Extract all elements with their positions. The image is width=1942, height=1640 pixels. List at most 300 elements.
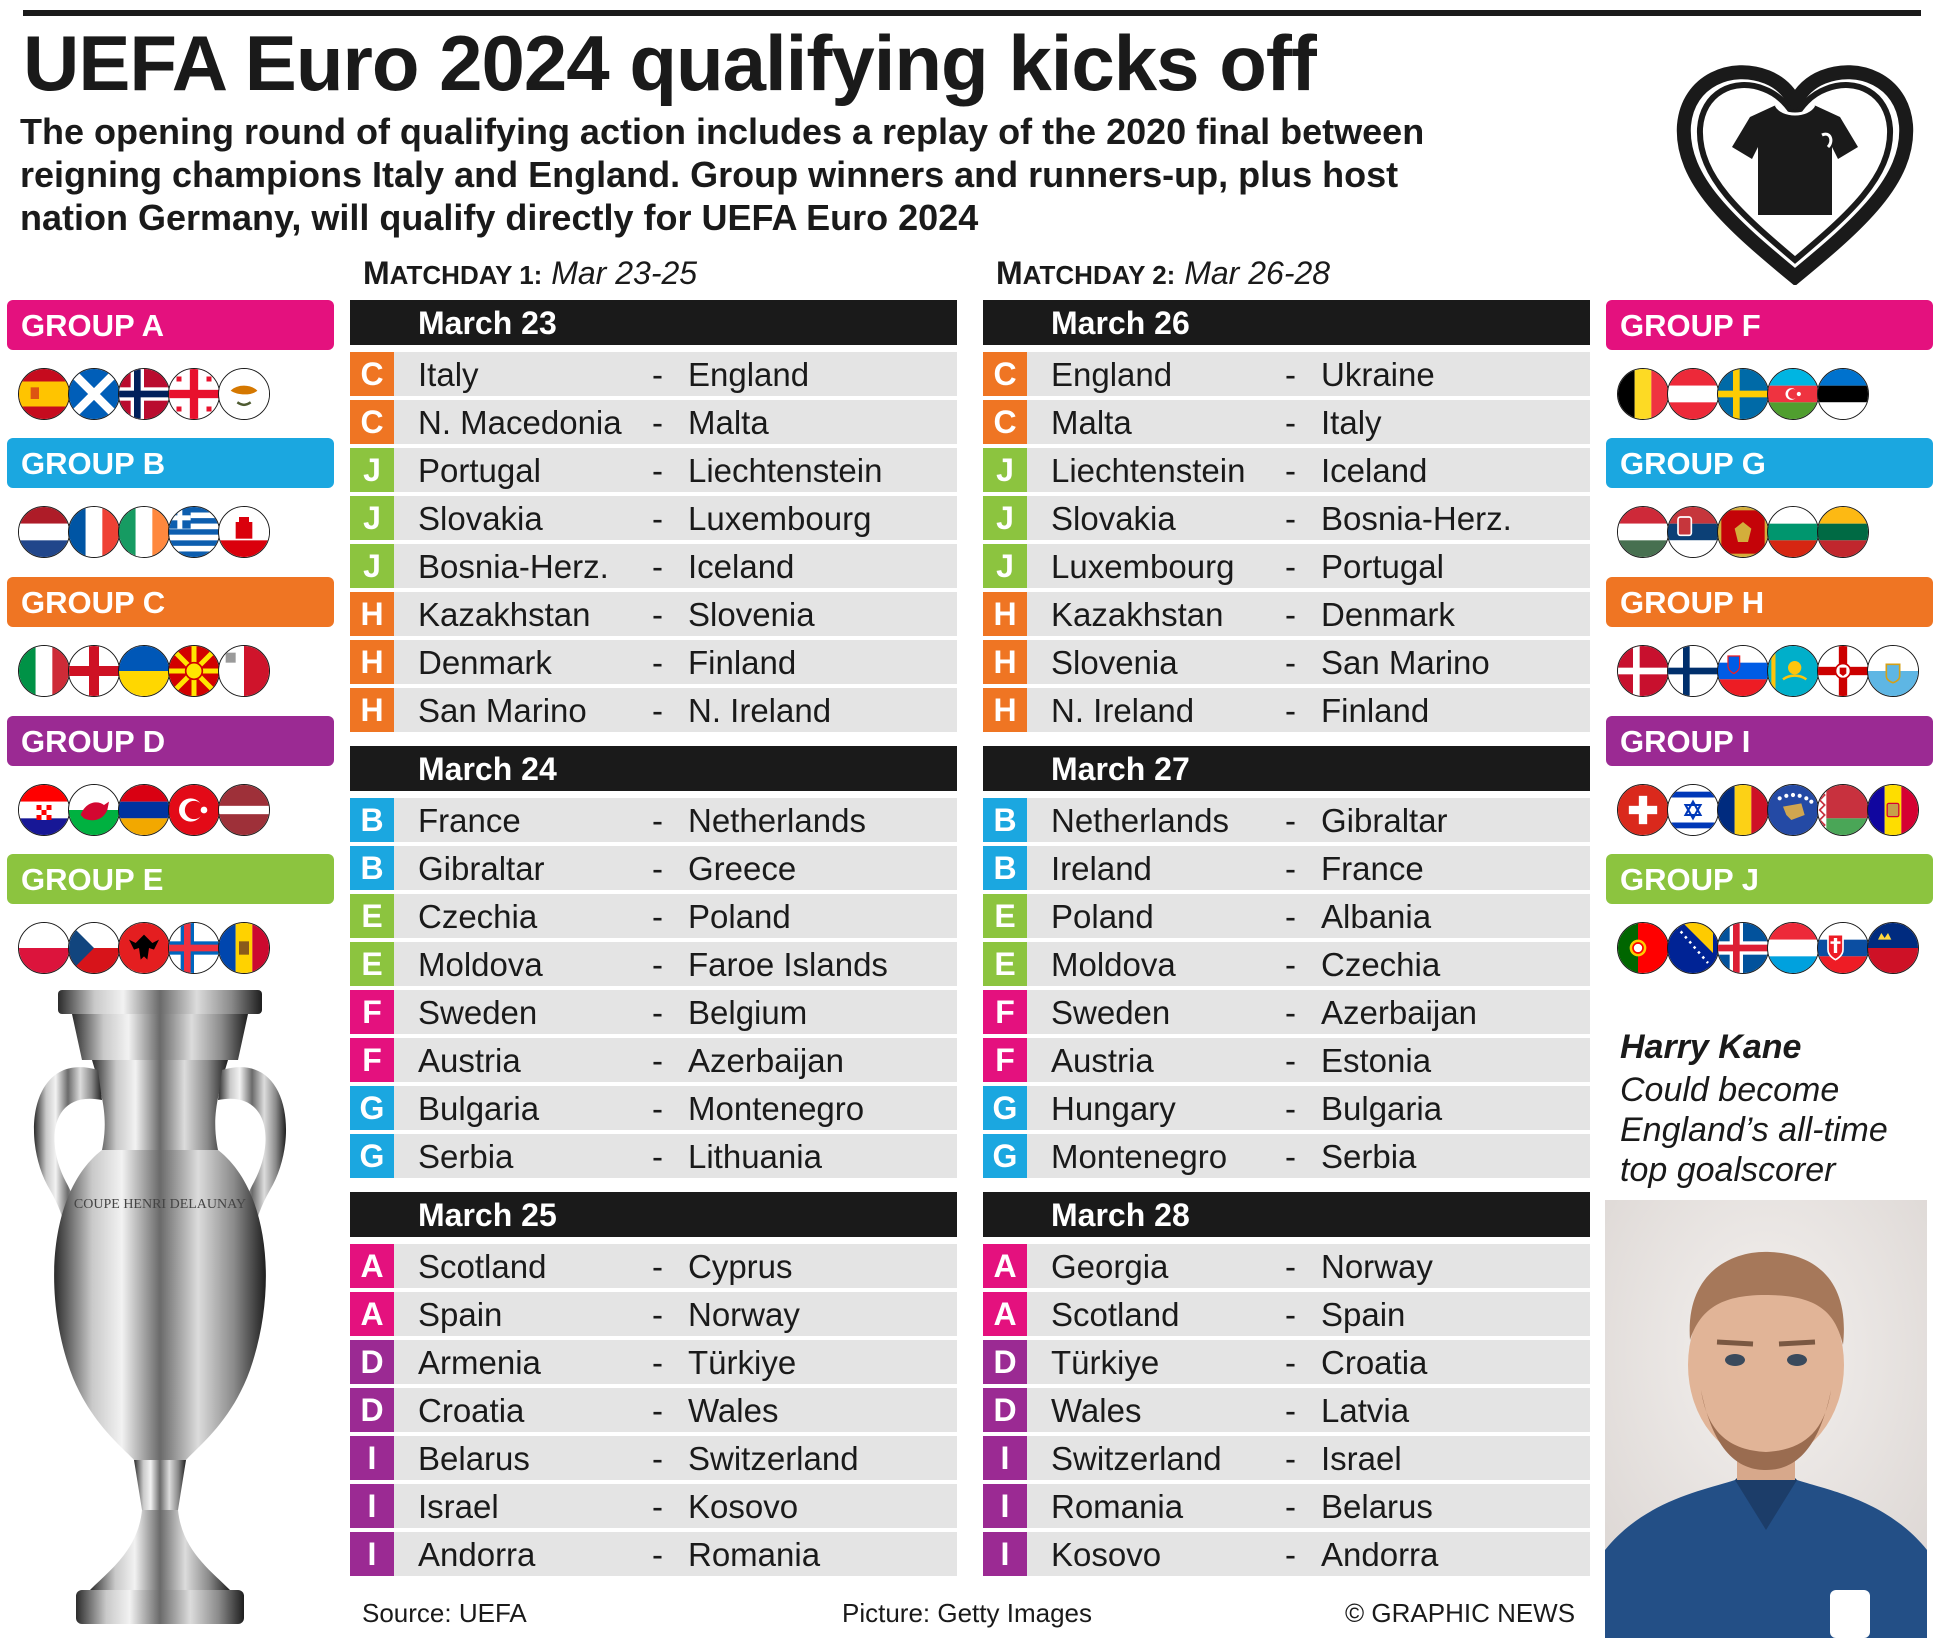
- home-team: Spain: [418, 1296, 503, 1333]
- fixture-row: [983, 990, 1590, 1034]
- estonia-flag-icon: [1817, 368, 1869, 420]
- home-team: Austria: [418, 1042, 521, 1079]
- belarus-flag-icon: [1817, 784, 1869, 836]
- group-label-c: GROUP C: [7, 577, 334, 627]
- group-letter-badge: C: [350, 352, 394, 396]
- group-letter-badge: H: [350, 640, 394, 684]
- away-team: Serbia: [1321, 1138, 1417, 1175]
- group-letter-badge: I: [350, 1484, 394, 1528]
- group-letter-badge: B: [350, 798, 394, 842]
- fixture-row: [983, 1436, 1590, 1480]
- away-team: Norway: [688, 1296, 800, 1333]
- away-team: Iceland: [1321, 452, 1428, 489]
- fixture-dash: -: [1285, 404, 1296, 441]
- fixture-row: [983, 1086, 1590, 1130]
- fixture-row: [983, 1292, 1590, 1336]
- home-team: Liechtenstein: [1051, 452, 1246, 489]
- slovakia-flag-icon: [1817, 922, 1869, 974]
- group-letter-badge: A: [983, 1292, 1027, 1336]
- group-letter-badge: C: [350, 400, 394, 444]
- away-team: San Marino: [1321, 644, 1490, 681]
- fixture-dash: -: [1285, 1392, 1296, 1429]
- fixture-row: [983, 688, 1590, 732]
- away-team: Croatia: [1321, 1344, 1428, 1381]
- fixture-row: [983, 592, 1590, 636]
- home-team: Armenia: [418, 1344, 541, 1381]
- group-flags-b: [18, 506, 318, 560]
- israel-flag-icon: [1667, 784, 1719, 836]
- away-team: Slovenia: [688, 596, 815, 633]
- away-team: Estonia: [1321, 1042, 1432, 1079]
- fixture-dash: -: [1285, 1248, 1296, 1285]
- croatia-flag-icon: [18, 784, 70, 836]
- italy-flag-icon: [18, 645, 70, 697]
- home-team: Malta: [1051, 404, 1132, 441]
- group-letter-badge: J: [350, 496, 394, 540]
- away-team: Spain: [1321, 1296, 1406, 1333]
- away-team: Israel: [1321, 1440, 1402, 1477]
- fixture-row: [350, 1292, 957, 1336]
- away-team: Wales: [688, 1392, 779, 1429]
- away-team: Latvia: [1321, 1392, 1410, 1429]
- group-letter-badge: B: [983, 798, 1027, 842]
- group-letter-badge: E: [983, 942, 1027, 986]
- away-team: Switzerland: [688, 1440, 859, 1477]
- group-letter-badge: B: [350, 846, 394, 890]
- fixture-dash: -: [652, 1344, 663, 1381]
- north-macedonia-flag-icon: [168, 645, 220, 697]
- fixture-row: [983, 400, 1590, 444]
- home-team: Andorra: [418, 1536, 536, 1573]
- fixture-dash: -: [1285, 1138, 1296, 1175]
- belgium-flag-icon: [1617, 368, 1669, 420]
- sweden-flag-icon: [1717, 368, 1769, 420]
- graphic-news-credit: © GRAPHIC NEWS: [1345, 1598, 1576, 1628]
- home-team: Denmark: [418, 644, 552, 681]
- home-team: Kazakhstan: [418, 596, 591, 633]
- date-header: March 25: [350, 1192, 957, 1237]
- fixture-dash: -: [1285, 802, 1296, 839]
- home-team: Slovakia: [1051, 500, 1176, 537]
- home-team: Kosovo: [1051, 1536, 1162, 1573]
- away-team: Norway: [1321, 1248, 1433, 1285]
- greece-flag-icon: [168, 506, 220, 558]
- group-letter-badge: D: [350, 1340, 394, 1384]
- matchday-2-header: MATCHDAY 2: Mar 26-28: [996, 255, 1331, 291]
- home-team: Slovakia: [418, 500, 543, 537]
- away-team: Luxembourg: [688, 500, 872, 537]
- kazakhstan-flag-icon: [1767, 645, 1819, 697]
- home-team: Montenegro: [1051, 1138, 1228, 1175]
- home-team: Israel: [418, 1488, 499, 1525]
- fixture-dash: -: [652, 644, 663, 681]
- fixture-dash: -: [1285, 946, 1296, 983]
- away-team: Portugal: [1321, 548, 1444, 585]
- ukraine-flag-icon: [118, 645, 170, 697]
- slovenia-flag-icon: [1717, 645, 1769, 697]
- home-team: Türkiye: [1051, 1344, 1160, 1381]
- group-letter-badge: I: [983, 1484, 1027, 1528]
- away-team: Liechtenstein: [688, 452, 883, 489]
- away-team: France: [1321, 850, 1424, 887]
- home-team: Czechia: [418, 898, 538, 935]
- fixture-dash: -: [652, 1296, 663, 1333]
- home-team: Wales: [1051, 1392, 1142, 1429]
- albania-flag-icon: [118, 922, 170, 974]
- group-letter-badge: J: [983, 544, 1027, 588]
- matchday-1-header: MATCHDAY 1: Mar 23-25: [363, 255, 698, 291]
- picture-credit: Picture: Getty Images: [842, 1598, 1092, 1628]
- page-title: UEFA Euro 2024 qualifying kicks off: [23, 19, 1316, 107]
- group-flags-f: [1617, 368, 1917, 422]
- bosnia-herzegovina-flag-icon: [1667, 922, 1719, 974]
- fixture-row: [350, 592, 957, 636]
- group-letter-badge: H: [350, 592, 394, 636]
- away-team: Belarus: [1321, 1488, 1433, 1525]
- fixture-row: [350, 1038, 957, 1082]
- home-team: Netherlands: [1051, 802, 1229, 839]
- norway-flag-icon: [118, 368, 170, 420]
- date-header: March 24: [350, 746, 957, 791]
- away-team: Türkiye: [688, 1344, 797, 1381]
- group-flags-i: [1617, 784, 1917, 838]
- group-label-j: GROUP J: [1606, 854, 1933, 904]
- fixture-dash: -: [1285, 1488, 1296, 1525]
- wales-flag-icon: [68, 784, 120, 836]
- fixture-dash: -: [652, 1090, 663, 1127]
- group-label-e: GROUP E: [7, 854, 334, 904]
- fixture-dash: -: [652, 500, 663, 537]
- fixture-row: [350, 1532, 957, 1576]
- group-letter-badge: E: [350, 942, 394, 986]
- fixture-row: [350, 1436, 957, 1480]
- away-team: Gibraltar: [1321, 802, 1448, 839]
- fixture-row: [350, 448, 957, 492]
- switzerland-flag-icon: [1617, 784, 1669, 836]
- fixture-row: [983, 496, 1590, 540]
- group-letter-badge: J: [350, 544, 394, 588]
- group-letter-badge: D: [350, 1388, 394, 1432]
- fixture-dash: -: [652, 1536, 663, 1573]
- fixture-dash: -: [652, 596, 663, 633]
- san-marino-flag-icon: [1867, 645, 1919, 697]
- group-letter-badge: D: [983, 1340, 1027, 1384]
- away-team: Iceland: [688, 548, 795, 585]
- moldova-flag-icon: [218, 922, 270, 974]
- group-letter-badge: E: [350, 894, 394, 938]
- ireland-flag-icon: [118, 506, 170, 558]
- group-letter-badge: H: [983, 592, 1027, 636]
- away-team: Netherlands: [688, 802, 866, 839]
- finland-flag-icon: [1667, 645, 1719, 697]
- group-label-i: GROUP I: [1606, 716, 1933, 766]
- source-credit: Source: UEFA: [362, 1598, 527, 1628]
- fixture-dash: -: [1285, 356, 1296, 393]
- away-team: England: [688, 356, 810, 393]
- group-letter-badge: H: [350, 688, 394, 732]
- group-flags-j: [1617, 922, 1917, 976]
- fixture-row: [350, 496, 957, 540]
- portugal-flag-icon: [1617, 922, 1669, 974]
- fixture-dash: -: [1285, 1440, 1296, 1477]
- fixture-row: [983, 544, 1590, 588]
- fixture-row: [350, 688, 957, 732]
- home-team: Austria: [1051, 1042, 1154, 1079]
- away-team: N. Ireland: [688, 692, 832, 729]
- turkiye-flag-icon: [168, 784, 220, 836]
- fixture-dash: -: [652, 404, 663, 441]
- group-flags-d: [18, 784, 318, 838]
- cyprus-flag-icon: [218, 368, 270, 420]
- fixture-dash: -: [1285, 898, 1296, 935]
- georgia-flag-icon: [168, 368, 220, 420]
- group-letter-badge: I: [983, 1532, 1027, 1576]
- fixture-dash: -: [652, 1248, 663, 1285]
- home-team: Ireland: [1051, 850, 1152, 887]
- fixture-row: [350, 1484, 957, 1528]
- home-team: Italy: [418, 356, 479, 393]
- fixture-row: [983, 846, 1590, 890]
- fixture-dash: -: [652, 1488, 663, 1525]
- fixture-row: [350, 640, 957, 684]
- fixture-dash: -: [1285, 548, 1296, 585]
- latvia-flag-icon: [218, 784, 270, 836]
- home-team: Sweden: [418, 994, 538, 1031]
- away-team: Finland: [1321, 692, 1430, 729]
- home-team: Bulgaria: [418, 1090, 540, 1127]
- home-team: N. Macedonia: [418, 404, 622, 441]
- away-team: Lithuania: [688, 1138, 822, 1175]
- fixture-row: [350, 1244, 957, 1288]
- armenia-flag-icon: [118, 784, 170, 836]
- fixture-dash: -: [652, 356, 663, 393]
- fixture-row: [350, 798, 957, 842]
- fixture-row: [983, 1340, 1590, 1384]
- serbia-flag-icon: [1667, 506, 1719, 558]
- fixture-dash: -: [652, 1440, 663, 1477]
- azerbaijan-flag-icon: [1767, 368, 1819, 420]
- away-team: Azerbaijan: [1321, 994, 1477, 1031]
- fixture-dash: -: [652, 1042, 663, 1079]
- fixture-dash: -: [652, 850, 663, 887]
- group-letter-badge: I: [350, 1532, 394, 1576]
- page-subtitle: The opening round of qualifying action includes a replay of the 2020 final between reigning champions Italy and England. Group winners and runners-up, plus host nation Germany, will qualify directly for UEFA Euro 2024: [20, 111, 1425, 238]
- away-team: Denmark: [1321, 596, 1455, 633]
- fixture-dash: -: [1285, 500, 1296, 537]
- group-flags-e: [18, 922, 318, 976]
- group-letter-badge: E: [983, 894, 1027, 938]
- fixture-row: [983, 1388, 1590, 1432]
- austria-flag-icon: [1667, 368, 1719, 420]
- away-team: Bulgaria: [1321, 1090, 1443, 1127]
- away-team: Ukraine: [1321, 356, 1435, 393]
- fixture-row: [983, 942, 1590, 986]
- group-label-f: GROUP F: [1606, 300, 1933, 350]
- home-team: Portugal: [418, 452, 541, 489]
- group-letter-badge: H: [983, 640, 1027, 684]
- player-name: Harry Kane: [1620, 1028, 1802, 1066]
- spain-flag-icon: [18, 368, 70, 420]
- andorra-flag-icon: [1867, 784, 1919, 836]
- fixture-dash: -: [652, 946, 663, 983]
- group-letter-badge: G: [983, 1134, 1027, 1178]
- date-header: March 26: [983, 300, 1590, 345]
- group-letter-badge: A: [350, 1292, 394, 1336]
- luxembourg-flag-icon: [1767, 922, 1819, 974]
- fixture-dash: -: [1285, 596, 1296, 633]
- away-team: Romania: [688, 1536, 821, 1573]
- away-team: Azerbaijan: [688, 1042, 844, 1079]
- group-flags-c: [18, 645, 318, 699]
- northern-ireland-flag-icon: [1817, 645, 1869, 697]
- netherlands-flag-icon: [18, 506, 70, 558]
- away-team: Malta: [688, 404, 769, 441]
- group-flags-h: [1617, 645, 1917, 699]
- fixture-row: [983, 352, 1590, 396]
- group-letter-badge: F: [350, 990, 394, 1034]
- poland-flag-icon: [18, 922, 70, 974]
- fixture-row: [983, 1532, 1590, 1576]
- fixture-row: [350, 352, 957, 396]
- fixture-dash: -: [1285, 452, 1296, 489]
- fixture-row: [350, 990, 957, 1034]
- group-letter-badge: H: [983, 688, 1027, 732]
- top-rule: [23, 10, 1921, 16]
- home-team: Serbia: [418, 1138, 514, 1175]
- away-team: Albania: [1321, 898, 1432, 935]
- home-team: Poland: [1051, 898, 1154, 935]
- fixture-dash: -: [652, 452, 663, 489]
- fixture-row: [983, 448, 1590, 492]
- france-flag-icon: [68, 506, 120, 558]
- fixture-row: [983, 1484, 1590, 1528]
- fixture-dash: -: [652, 994, 663, 1031]
- home-team: Moldova: [418, 946, 543, 983]
- fixture-dash: -: [1285, 850, 1296, 887]
- group-letter-badge: G: [350, 1086, 394, 1130]
- home-team: Belarus: [418, 1440, 530, 1477]
- group-flags-a: [18, 368, 318, 422]
- home-team: Switzerland: [1051, 1440, 1222, 1477]
- fixture-row: [983, 1244, 1590, 1288]
- henri-delaunay-trophy-icon: [10, 990, 310, 1640]
- fixture-row: [350, 942, 957, 986]
- date-header: March 28: [983, 1192, 1590, 1237]
- fixture-dash: -: [1285, 1090, 1296, 1127]
- away-team: Poland: [688, 898, 791, 935]
- fixture-row: [350, 1134, 957, 1178]
- group-letter-badge: A: [350, 1244, 394, 1288]
- away-team: Faroe Islands: [688, 946, 888, 983]
- home-team: Hungary: [1051, 1090, 1176, 1127]
- away-team: Andorra: [1321, 1536, 1439, 1573]
- group-letter-badge: B: [983, 846, 1027, 890]
- group-label-h: GROUP H: [1606, 577, 1933, 627]
- england-flag-icon: [68, 645, 120, 697]
- date-header: March 23: [350, 300, 957, 345]
- fixture-row: [350, 400, 957, 444]
- group-letter-badge: F: [983, 1038, 1027, 1082]
- fixture-row: [983, 798, 1590, 842]
- home-team: Kazakhstan: [1051, 596, 1224, 633]
- fixture-dash: -: [652, 1138, 663, 1175]
- fixture-dash: -: [652, 692, 663, 729]
- liechtenstein-flag-icon: [1867, 922, 1919, 974]
- group-letter-badge: A: [983, 1244, 1027, 1288]
- player-caption: Could become England’s all-time top goalscorer: [1620, 1071, 1888, 1189]
- group-letter-badge: G: [350, 1134, 394, 1178]
- home-team: Luxembourg: [1051, 548, 1235, 585]
- fixture-dash: -: [1285, 994, 1296, 1031]
- fixture-row: [350, 1340, 957, 1384]
- fixture-row: [350, 894, 957, 938]
- group-letter-badge: F: [350, 1038, 394, 1082]
- home-team: Moldova: [1051, 946, 1176, 983]
- group-letter-badge: I: [983, 1436, 1027, 1480]
- away-team: Finland: [688, 644, 797, 681]
- away-team: Cyprus: [688, 1248, 793, 1285]
- fixture-row: [350, 1388, 957, 1432]
- group-letter-badge: C: [983, 400, 1027, 444]
- group-letter-badge: C: [983, 352, 1027, 396]
- group-label-d: GROUP D: [7, 716, 334, 766]
- date-header: March 27: [983, 746, 1590, 791]
- gibraltar-flag-icon: [218, 506, 270, 558]
- fixture-dash: -: [1285, 692, 1296, 729]
- home-team: England: [1051, 356, 1173, 393]
- home-team: N. Ireland: [1051, 692, 1195, 729]
- group-flags-g: [1617, 506, 1917, 560]
- romania-flag-icon: [1717, 784, 1769, 836]
- home-team: Scotland: [418, 1248, 547, 1285]
- away-team: Kosovo: [688, 1488, 799, 1525]
- fixture-dash: -: [652, 802, 663, 839]
- fixture-row: [983, 1134, 1590, 1178]
- fixture-row: [350, 846, 957, 890]
- group-label-b: GROUP B: [7, 438, 334, 488]
- fixture-row: [350, 1086, 957, 1130]
- group-letter-badge: J: [983, 448, 1027, 492]
- fixture-dash: -: [652, 898, 663, 935]
- fixture-dash: -: [1285, 1536, 1296, 1573]
- fixture-dash: -: [652, 1392, 663, 1429]
- group-label-a: GROUP A: [7, 300, 334, 350]
- fixture-dash: -: [1285, 1296, 1296, 1333]
- trophy-inscription: COUPE HENRI DELAUNAY: [73, 1197, 247, 1212]
- home-team: Scotland: [1051, 1296, 1180, 1333]
- home-team: Georgia: [1051, 1248, 1169, 1285]
- fixture-row: [350, 544, 957, 588]
- fixture-dash: -: [652, 548, 663, 585]
- iceland-flag-icon: [1717, 922, 1769, 974]
- czechia-flag-icon: [68, 922, 120, 974]
- fixture-row: [983, 894, 1590, 938]
- away-team: Greece: [688, 850, 797, 887]
- home-team: Gibraltar: [418, 850, 545, 887]
- away-team: Italy: [1321, 404, 1382, 441]
- group-label-g: GROUP G: [1606, 438, 1933, 488]
- home-team: Sweden: [1051, 994, 1171, 1031]
- away-team: Czechia: [1321, 946, 1441, 983]
- fixture-dash: -: [1285, 644, 1296, 681]
- away-team: Montenegro: [688, 1090, 865, 1127]
- group-letter-badge: J: [983, 496, 1027, 540]
- fixture-dash: -: [1285, 1344, 1296, 1381]
- group-letter-badge: D: [983, 1388, 1027, 1432]
- lithuania-flag-icon: [1817, 506, 1869, 558]
- fixture-row: [983, 1038, 1590, 1082]
- home-team: Slovenia: [1051, 644, 1178, 681]
